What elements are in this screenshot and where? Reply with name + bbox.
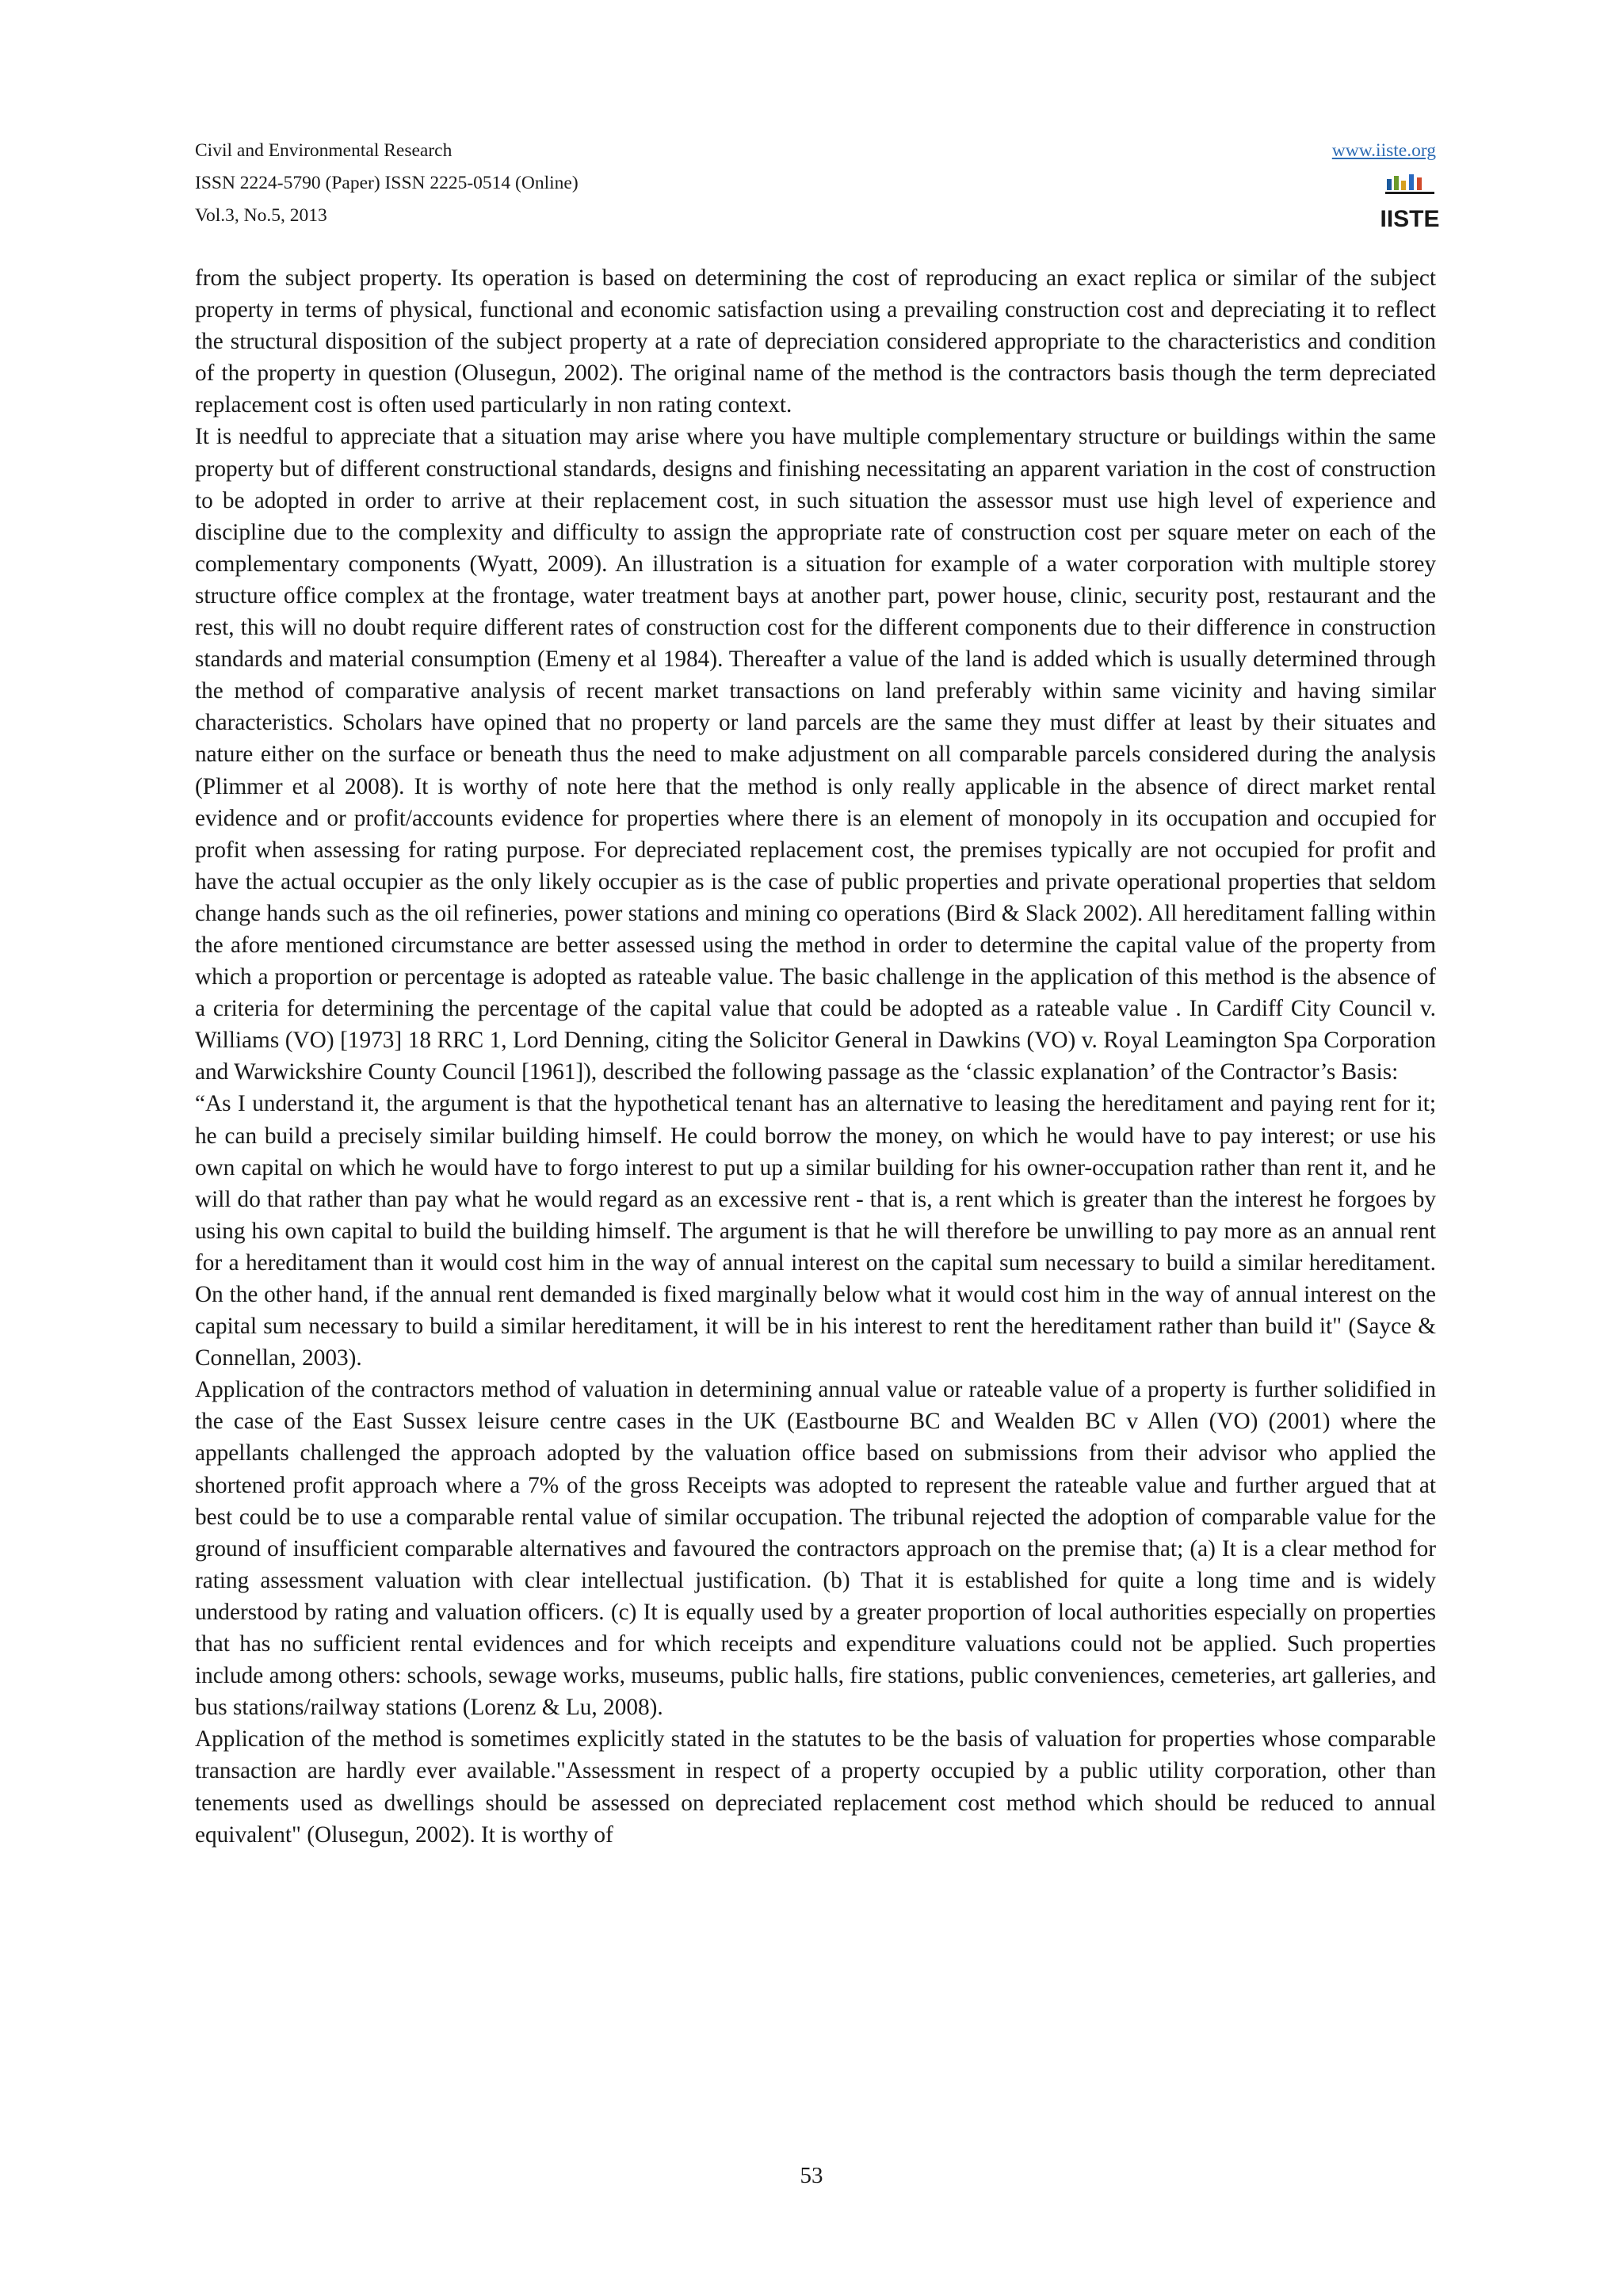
page-number: 53 <box>800 2163 823 2188</box>
article-body <box>195 262 1436 1851</box>
paragraph: Application of the method is sometimes explicitly stated in the statutes to be the basis of valuation for properties whose comparable transaction are hardly ever available."Assessment in respect of a property occupied by a public utility corporation, other than tenements used as dwellings should be assessed on depreciated replacement cost method which should be reduced to annual equivalent" (Olusegun, 2002). It is worthy of <box>195 1726 1436 1848</box>
logo-text: IISTE <box>1380 206 1440 232</box>
journal-volume: Vol.3, No.5, 2013 <box>195 205 327 226</box>
journal-url-link[interactable]: www.iiste.org <box>1331 140 1436 161</box>
paragraph: It is needful to appreciate that a situation may arise where you have multiple complementary structure or buildings within the same property but of different constructional standards, designs and finishing necessitating an apparent variation in the cost of construction to be adopted in order to arrive at their replacement cost, in such situation the assessor must use high level of experience and discipline due to the complexity and difficulty to assign the appropriate rate of construction cost per square meter on each of the complementary components (Wyatt, 2009). An illustration is a situation for example of a water corporation with multiple storey structure office complex at the frontage, water treatment bays at another part, power house, clinic, security post, restaurant and the rest, this will no doubt require different rates of construction cost for the different components due to their difference in construction standards and material consumption (Emeny et al 1984). Thereafter a value of the land is added which is usually determined through the method of comparative analysis of recent market transactions on land preferably within same vicinity and having similar characteristics. Scholars have opined that no property or land parcels are the same they must differ at least by their situates and nature either on the surface or beneath thus the need to make adjustment on all comparable parcels considered during the analysis (Plimmer et al 2008). It is worthy of note here that the method is only really applicable in the absence of direct market rental evidence and or profit/accounts evidence for properties where there is an element of monopoly in its occupation and occupied for profit when assessing for rating purpose. For depreciated replacement cost, the premises typically are not occupied for profit and have the actual occupier as the only likely occupier as is the case of public properties and private operational properties that seldom change hands such as the oil refineries, power stations and mining co operations (Bird & Slack 2002). All hereditament falling within the afore mentioned circumstance are better assessed using the method in order to determine the capital value of the property from which a proportion or percentage is adopted as rateable value. The basic challenge in the application of this method is the absence of a criteria for determining the percentage of the capital value that could be adopted as a rateable value . In Cardiff City Council v. Williams (VO) [1973] 18 RRC 1, Lord Denning, citing the Solicitor General in Dawkins (VO) v. Royal Leamington Spa Corporation and Warwickshire County Council [1961]), described the following passage as the ‘classic explanation’ of the Contractor’s Basis: <box>195 424 1436 1085</box>
paragraph: Application of the contractors method of valuation in determining annual value or rateable value of a property is further solidified in the case of the East Sussex leisure centre cases in the UK (Eastbourne BC and Wealden BC v Allen (VO) (2001) where the appellants challenged the approach adopted by the valuation office based on submissions from their advisor who applied the shortened profit approach where a 7% of the gross Receipts was adopted to represent the rateable value and further argued that at best could be to use a comparable rental value of similar occupation. The tribunal rejected the adoption of comparable value for the ground of insufficient comparable alternatives and favoured the contractors approach on the premise that; (a) It is a clear method for rating assessment valuation with clear intellectual justification. (b) That it is established for quite a long time and is widely understood by rating and valuation officers. (c) It is equally used by a greater proportion of local authorities especially on properties that has no sufficient rental evidences and for which receipts and expenditure valuations could not be applied. Such properties include among others: schools, sewage works, museums, public halls, fire stations, public conveniences, cemeteries, art galleries, and bus stations/railway stations (Lorenz & Lu, 2008). <box>195 1377 1436 1721</box>
page-header <box>195 135 1440 246</box>
paragraph: from the subject property. Its operation is based on determining the cost of reproducing an exact replica or similar of the subject property in terms of physical, functional and economic satisfaction using a prevailing construction cost and depreciating it to reflect the structural disposition of the subject property at a rate of depreciation considered appropriate to the characteristics and condition of the property in question (Olusegun, 2002). The original name of the method is the contractors basis though the term depreciated replacement cost is often used particularly in non rating context. <box>195 265 1436 418</box>
journal-title: Civil and Environmental Research <box>195 140 453 161</box>
iiste-logo-icon <box>1380 171 1440 236</box>
journal-issn: ISSN 2224-5790 (Paper) ISSN 2225-0514 (Online) <box>195 173 579 193</box>
paragraph: “As I understand it, the argument is that the hypothetical tenant has an alternative to leasing the hereditament and paying rent for it; he can build a precisely similar building himself. He could borrow the money, on which he would have to pay interest; or use his own capital on which he would have to forgo interest to put up a similar building for his owner-occupation rather than rent it, and he will do that rather than pay what he would regard as an excessive rent - that is, a rent which is greater than the interest he forgoes by using his own capital to build the building himself. The argument is that he will therefore be unwilling to pay more as an annual rent for a hereditament than it would cost him in the way of annual interest on the capital sum necessary to build a similar hereditament. On the other hand, if the annual rent demanded is fixed marginally below what it would cost him in the way of annual interest on the capital sum necessary to build a similar hereditament, it will be in his interest to rent the hereditament rather than build it" (Sayce & Connellan, 2003). <box>195 1091 1436 1371</box>
